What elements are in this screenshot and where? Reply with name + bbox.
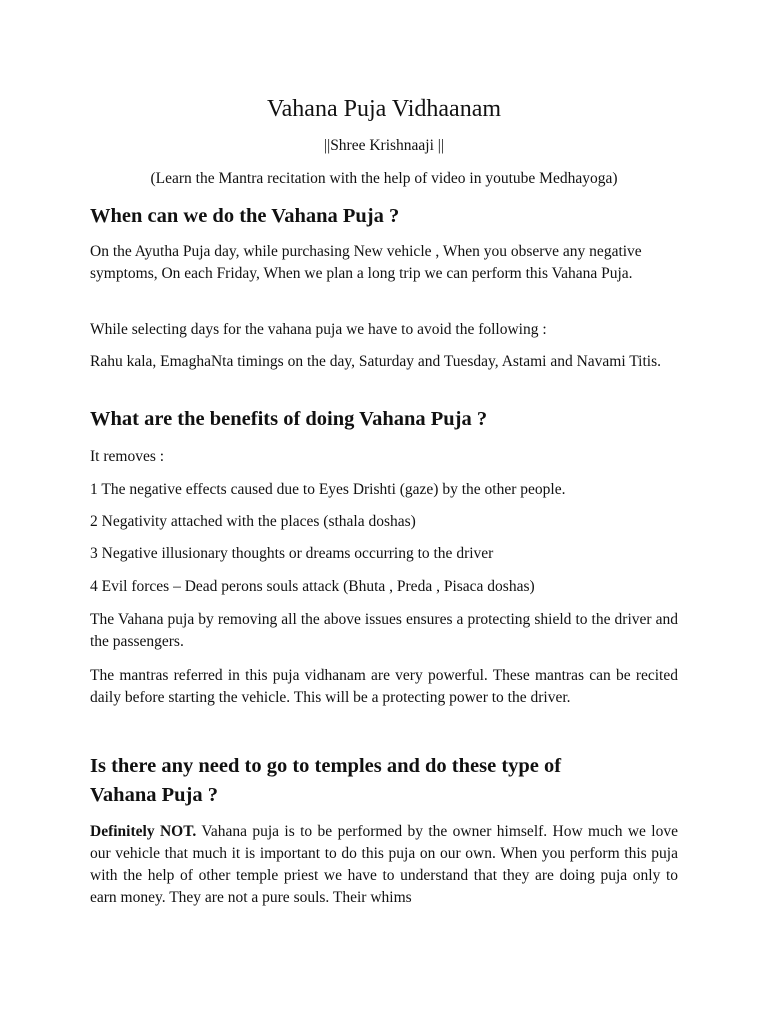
temples-heading-line-1: Is there any need to go to temples and do these type of — [90, 755, 562, 777]
section-heading-benefits: What are the benefits of doing Vahana Puja ? — [90, 408, 488, 430]
when-paragraph-2: While selecting days for the vahana puja we have to avoid the following : — [90, 321, 547, 338]
temples-heading-line-2: Vahana Puja ? — [90, 784, 218, 806]
benefit-item-2: 2 Negativity attached with the places (sthala doshas) — [90, 513, 416, 530]
document-note: (Learn the Mantra recitation with the help of video in youtube Medhayoga) — [150, 170, 618, 187]
benefit-item-1: 1 The negative effects caused due to Eyes Drishti (gaze) by the other people. — [90, 481, 566, 498]
benefit-item-3: 3 Negative illusionary thoughts or dreams occurring to the driver — [90, 545, 494, 562]
document-title: Vahana Puja Vidhaanam — [266, 96, 502, 122]
benefits-intro: It removes : — [90, 448, 165, 465]
temples-body-text: Vahana puja is to be performed by the owner himself. How much we love our vehicle that much it is important to do this puja on our own. When you perform this puja with the help of other temple priest we have to understand that they are doing puja only to earn money. They are not a pure souls. Their whims — [90, 823, 678, 906]
benefits-paragraph-2: The mantras referred in this puja vidhanam are very powerful. These mantras can be recited daily before starting the vehicle. This will be a protecting power to the driver. — [90, 667, 678, 706]
when-paragraph-1: On the Ayutha Puja day, while purchasing New vehicle , When you observe any negative symptoms, On each Friday, When we plan a long trip we can perform this Vahana Puja. — [90, 243, 642, 282]
document-subtitle: ||Shree Krishnaaji || — [323, 137, 445, 154]
when-paragraph-3: Rahu kala, EmaghaNta timings on the day, Saturday and Tuesday, Astami and Navami Titis. — [90, 353, 662, 370]
benefits-paragraph-1: The Vahana puja by removing all the above issues ensures a protecting shield to the driver and the passengers. — [90, 611, 678, 650]
section-heading-temples — [90, 752, 678, 810]
benefit-item-4: 4 Evil forces – Dead perons souls attack (Bhuta , Preda , Pisaca doshas) — [90, 578, 535, 595]
section-heading-when: When can we do the Vahana Puja ? — [90, 205, 400, 227]
temples-lead-text: Definitely NOT. — [90, 823, 197, 840]
temples-paragraph — [90, 821, 678, 909]
